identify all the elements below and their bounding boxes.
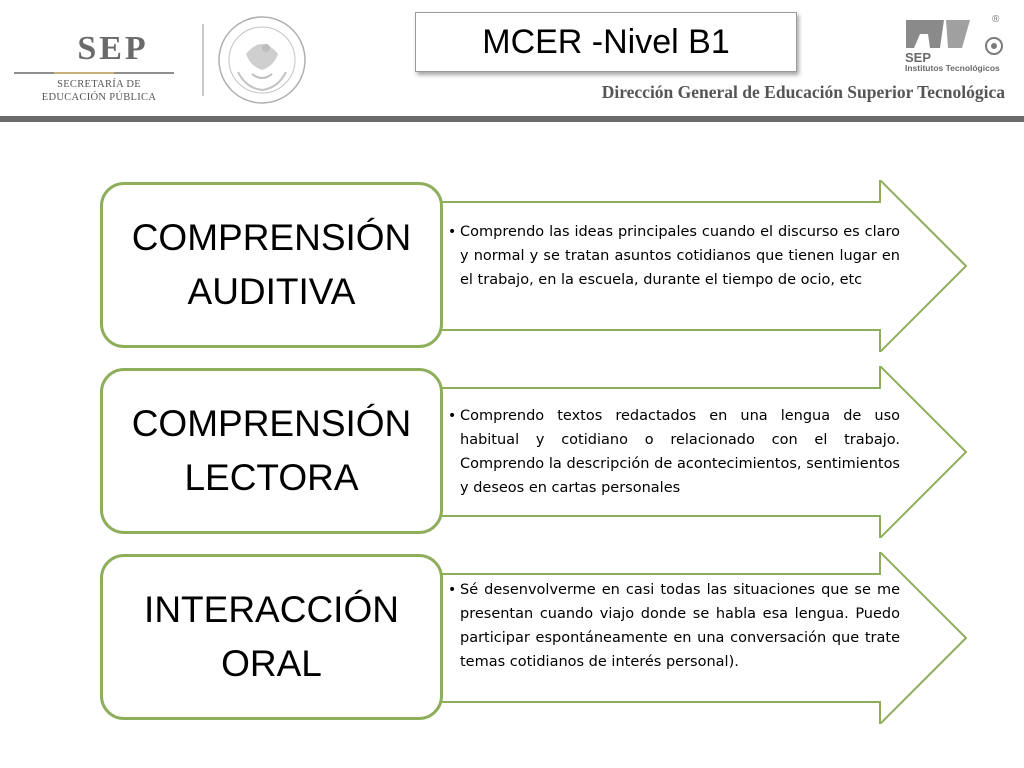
skill-description: [448, 404, 900, 500]
skill-label-line2: ORAL: [221, 643, 322, 684]
registered-mark: ®: [992, 14, 1000, 25]
sep-logo-text: SEP: [77, 30, 149, 67]
sep-logo-subtitle: [24, 78, 174, 104]
skill-description-text: Comprendo textos redactados en una lengua de uso habitual y cotidiano o relacionado con el trabajo. Comprendo la descripción de acontecimientos, sentimientos y deseos en cartas personales: [460, 408, 900, 496]
skill-label-line1: INTERACCIÓN: [144, 589, 399, 630]
skill-label: [100, 182, 443, 348]
bullet: •: [448, 408, 457, 424]
sep-subtitle-line1: SECRETARÍA DE: [57, 79, 141, 90]
skill-row: [0, 180, 1024, 352]
sep-logo-line-accent: [54, 72, 114, 74]
header-bar: [0, 116, 1024, 122]
header-divider: [202, 24, 204, 96]
skill-label-line2: AUDITIVA: [187, 271, 356, 312]
skill-label-line1: COMPRENSIÓN: [131, 403, 412, 444]
skill-description-text: Comprendo las ideas principales cuando el discurso es claro y normal y se tratan asuntos cotidianos que tienen lugar en el trabajo, en la escuela, durante el tiempo de ocio, etc: [460, 224, 900, 288]
sep-subtitle-line2: EDUCACIÓN PÚBLICA: [41, 92, 157, 103]
ti-logo-subtitle: Institutos Tecnológicos: [905, 63, 1000, 73]
skill-label-line2: LECTORA: [184, 457, 359, 498]
skill-label: [100, 368, 443, 534]
bullet: •: [448, 582, 457, 598]
bullet: •: [448, 224, 457, 240]
slide-title: MCER -Nivel B1: [415, 12, 797, 72]
ti-logo-text: SEP: [905, 50, 932, 65]
skill-row: [0, 552, 1024, 724]
direction-title: Dirección General de Educación Superior Tecnológica: [601, 82, 1005, 102]
skill-description: [448, 220, 900, 292]
header: [0, 0, 1024, 122]
mexican-seal-icon: [216, 14, 308, 106]
skill-description-text: Sé desenvolverme en casi todas las situaciones que se me presentan cuando viajo donde se habla esa lengua. Puedo participar espontáneamente en una conversación que trate temas cotidianos de interés personal).: [460, 582, 900, 670]
skill-description: [448, 578, 900, 674]
sep-logo: [14, 28, 184, 108]
skill-row: [0, 366, 1024, 538]
skill-label: [100, 554, 443, 720]
skill-label-line1: COMPRENSIÓN: [131, 217, 412, 258]
